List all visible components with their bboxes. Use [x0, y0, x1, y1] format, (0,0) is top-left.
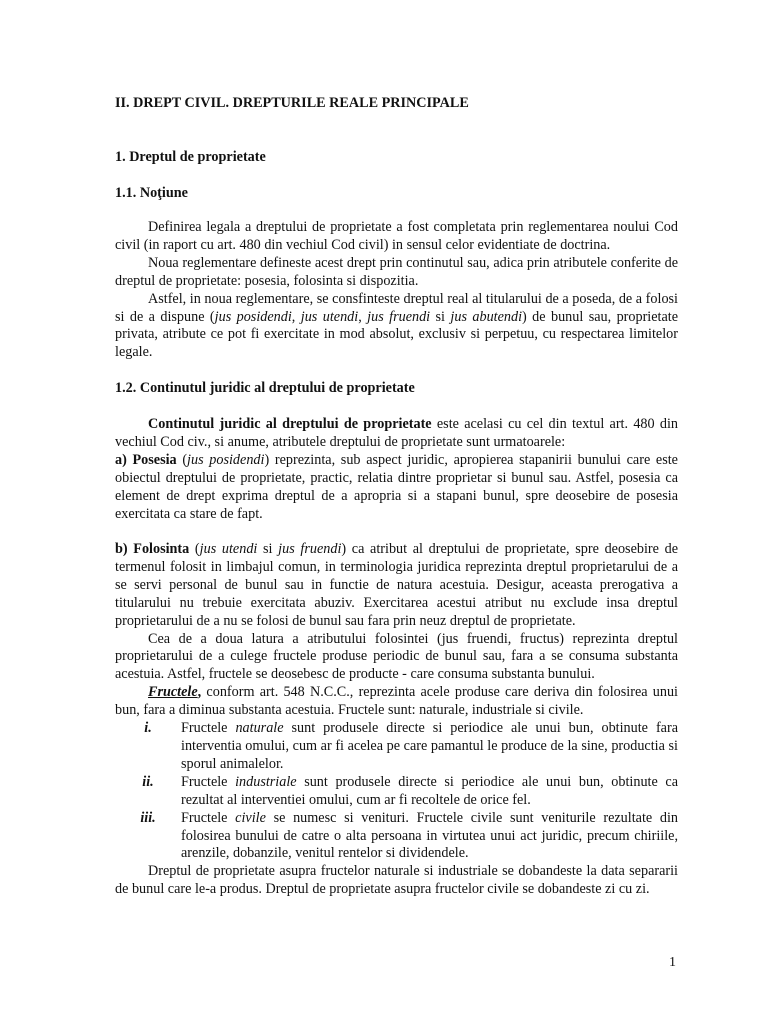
fruits-list [115, 720, 678, 863]
chapter-title: II. DREPT CIVIL. DREPTURILE REALE PRINCIPALE [115, 95, 469, 111]
page-number: 1 [669, 955, 676, 970]
paragraph-acquisition: Dreptul de proprietate asupra fructelor naturale si industriale se dobandeste la data separarii de bunul care le-a produs. Dreptul de proprietate asupra fructelor civile se dobandeste zi cu zi. [115, 863, 678, 898]
paragraph-content-intro: Continutul juridic al dreptului de proprietate este acelasi cu cel din textul art. 480 din vechiul Cod civ., si anume, atributele dreptului de proprietate sunt urmatoarele: [115, 416, 678, 450]
list-item-number: ii. [142, 773, 154, 790]
paragraph-new-regulation: Noua reglementare defineste acest drept prin continutul sau, adica prin atributele conferite de dreptul de proprietate: posesia, folosinta si dispozitia. [115, 254, 678, 289]
paragraph-fruendi: Cea de a doua latura a atributului folosintei (jus fruendi, fructus) reprezinta dreptul proprietarului de a culege fructele produse periodic de bunul sau, fara a se consuma substanta acestuia. Astfel, fructele se deosebesc de producte - care consuma substanta bunului. [115, 630, 678, 683]
notion-paragraphs [115, 219, 678, 362]
folosinta-paragraphs [115, 541, 678, 899]
paragraph-posesia: a) Posesia (jus posidendi) reprezinta, sub aspect juridic, apropierea stapanirii bunului care este obiectul dreptului de proprietate, practic, relatia dintre proprietar si bunul sau. Astfel, posesia ca element de drept exprima dreptul de a apropria si a stapani bunul, spre deosebire de posesia exercitata ca stare de fapt. [115, 451, 678, 522]
list-item [115, 720, 678, 774]
section-heading-1: 1. Dreptul de proprietate [115, 149, 266, 165]
list-item-text: Fructele industriale sunt produsele directe si periodice ale unui bun, obtinute ca rezultat al interventiei omului, cum ar fi recoltele de orice fel. [181, 773, 678, 808]
paragraph-fructele: Fructele, conform art. 548 N.C.C., reprezinta acele produse care deriva din folosirea unui bun, fara a diminua substanta acestuia. Fructele sunt: naturale, industriale si civile. [115, 684, 678, 719]
paragraph-definition: Definirea legala a dreptului de proprietate a fost completata prin reglementarea noului Cod civil (in raport cu art. 480 din vechiul Cod civil) in sensul celor evidentiate de doctrina. [115, 219, 678, 253]
paragraph-attributes: Astfel, in noua reglementare, se consfinteste dreptul real al titularului de a poseda, de a folosi si de a dispune (jus posidendi, jus utendi, jus fruendi si jus abutendi) de bunul sau, proprietate privata, atribute ce pot fi exercitate in mod absolut, exclusiv si perpetuu, cu respectarea limitelor legale. [115, 290, 679, 361]
section-heading-1-1: 1.1. Noţiune [115, 185, 188, 201]
list-item-number: iii. [140, 809, 156, 826]
list-item-text: Fructele civile se numesc si venituri. Fructele civile sunt veniturile rezultate din folosirea bunului de catre o alta persoana in virtutea unui act juridic, precum chiriile, arenzile, dobanzile, venitul rentelor si dividendele. [181, 809, 678, 862]
paragraph-folosinta: b) Folosinta (jus utendi si jus fruendi) ca atribut al dreptului de proprietate, spre deosebire de termenul folosit in limbajul comun, in terminologia juridica reprezinta dreptul proprietarului de a se servi personal de bunul sau in functie de natura acestuia. Desigur, aceasta prerogativa a titularului nu trebuie exercitata abuziv. Exercitarea acestui atribut nu exclude insa dreptul proprietarului de a nu se folosi de bunul sau fara prin neuz dreptul de proprietate. [115, 541, 678, 629]
section-heading-1-2: 1.2. Continutul juridic al dreptului de proprietate [115, 380, 415, 396]
list-item [115, 810, 678, 864]
list-item-number: i. [144, 720, 152, 737]
list-item [115, 774, 678, 810]
content-paragraphs [115, 416, 678, 523]
list-item-text: Fructele naturale sunt produsele directe si periodice ale unui bun, obtinute fara interventia omului, cum ar fi acelea pe care pamantul le produce de la sine, productia si sporul animalelor. [181, 720, 678, 772]
